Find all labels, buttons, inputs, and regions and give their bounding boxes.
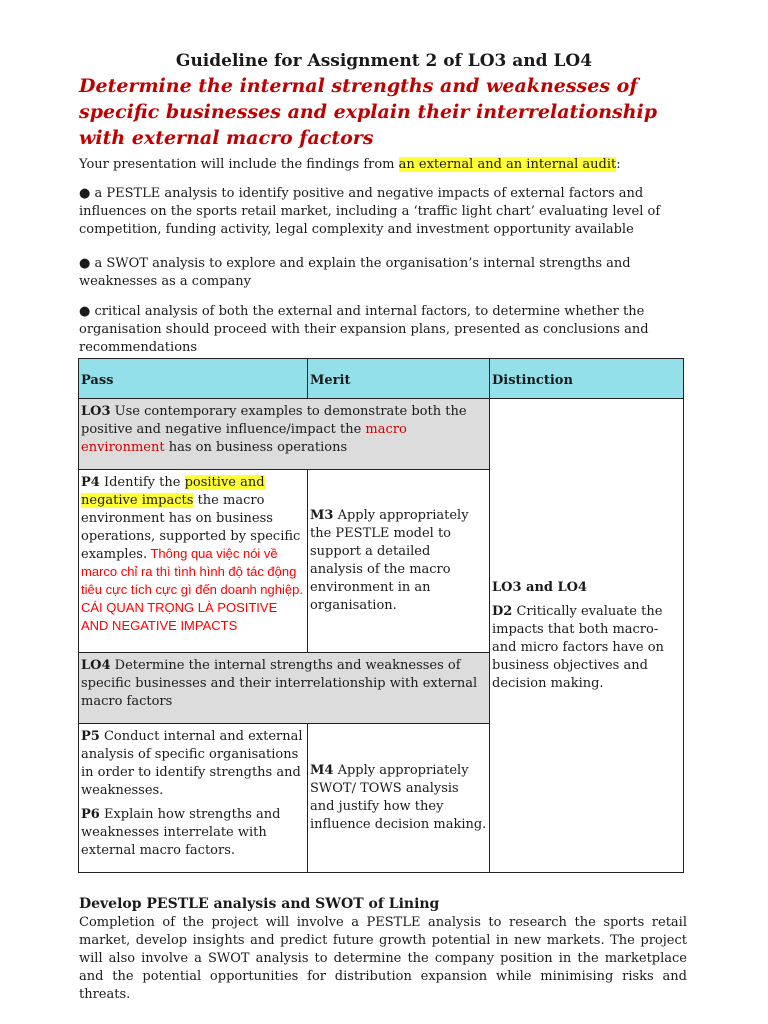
m3-cell: [308, 470, 490, 653]
p4-text-end: the macro environment has on business operations, supported by specific examples.: [81, 493, 301, 562]
p4-text: Identify the: [99, 475, 185, 490]
d2-text: Critically evaluate the impacts that both macro- and micro factors have on business objectives and decision making.: [492, 603, 664, 691]
lo4-row: [79, 653, 490, 724]
lo3-macro-environment: macro environment: [81, 422, 407, 455]
section-heading: Develop PESTLE analysis and SWOT of Lining: [79, 896, 440, 912]
intro-paragraph: [79, 156, 699, 174]
d2-code: D2: [492, 603, 513, 619]
p6-code: P6: [81, 807, 100, 822]
intro-text: Your presentation will include the findings from: [79, 157, 399, 172]
lo3-row: [79, 399, 490, 470]
lo4-code: LO4: [81, 658, 111, 673]
lo4-text: Determine the internal strengths and weaknesses of specific businesses and their interrelationship with external macro factors: [81, 658, 478, 709]
lo3-code: LO3: [81, 404, 111, 419]
p4-highlight: positive and negative impacts: [81, 475, 265, 508]
distinction-heading: LO3 and LO4: [492, 579, 588, 595]
intro-end: :: [616, 157, 621, 172]
m3-text: Apply appropriately the PESTLE model to support a detailed analysis of the macro environment in an organisation.: [310, 508, 469, 613]
bullet-pestle: ● a PESTLE analysis to identify positive and negative impacts of external factors and influences on the sports retail market, including a ‘traffic light chart’ evaluating level of competition, funding activity, legal complexity and investment opportunity available: [79, 186, 661, 237]
header-pass: Pass: [79, 359, 308, 399]
p5-code: P5: [81, 729, 100, 744]
lo3-text: Use contemporary examples to demonstrate both the positive and negative influence/impact the: [81, 404, 467, 437]
page-subtitle: Determine the internal strengths and weaknesses of specific businesses and explain their interrelationship with external macro factors: [79, 75, 658, 149]
header-merit: Merit: [308, 359, 490, 399]
distinction-cell: [490, 399, 684, 873]
p4-cell: [79, 470, 308, 653]
m4-cell: [308, 724, 490, 873]
bullet-critical-analysis: ● critical analysis of both the external and internal factors, to determine whether the organisation should proceed with their expansion plans, presented as conclusions and recommendations: [79, 304, 649, 355]
assessment-criteria-table: [78, 358, 684, 873]
p4-code: P4: [81, 475, 100, 490]
bullet-swot: ● a SWOT analysis to explore and explain the organisation’s internal strengths and weaknesses as a company: [79, 256, 631, 289]
closing-paragraph: Completion of the project will involve a PESTLE analysis to research the sports retail market, develop insights and predict future growth potential in new markets. The project will also involve a SWOT analysis to determine the company position in the marketplace and the potential opportunities for distribution expansion while minimising risks and threats.: [79, 915, 687, 1002]
m3-code: M3: [310, 508, 334, 523]
p4-note: Thông qua việc nói về marco chỉ ra thì tình hình độ tác động tiêu cực tích cực gì đến doanh nghiệp. CÁI QUAN TRỌNG LÀ POSITIVE AND NEGATIVE IMPACTS: [81, 546, 303, 633]
p6-text: Explain how strengths and weaknesses interrelate with external macro factors.: [81, 807, 281, 858]
lo3-text-end: has on business operations: [164, 440, 348, 455]
m4-code: M4: [310, 763, 334, 778]
page-title: Guideline for Assignment 2 of LO3 and LO4: [175, 51, 593, 71]
header-distinction: Distinction: [490, 359, 684, 399]
m4-text: Apply appropriately SWOT/ TOWS analysis and justify how they influence decision making.: [310, 763, 487, 832]
p5-text: Conduct internal and external analysis of specific organisations in order to identify strengths and weaknesses.: [81, 729, 303, 798]
p5-p6-cell: [79, 724, 308, 873]
intro-highlight: an external and an internal audit: [398, 157, 617, 172]
